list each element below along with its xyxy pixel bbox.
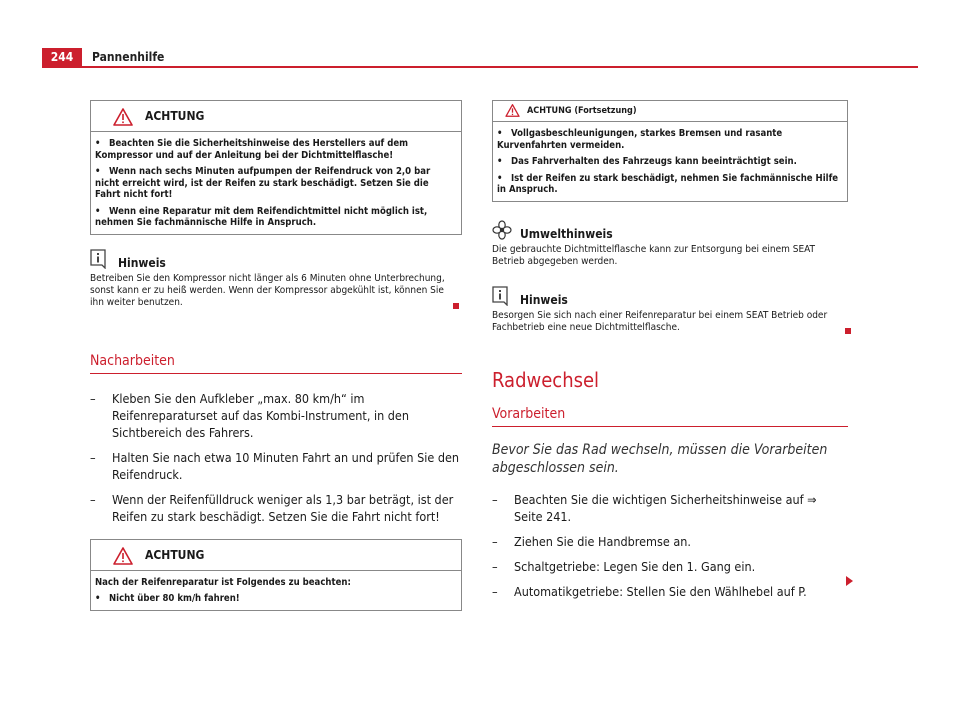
warning-item: • Vollgasbeschleunigungen, starkes Bremsen und rasante Kurvenfahrten vermeiden.	[497, 128, 783, 151]
warning-body	[91, 132, 461, 234]
warning-triangle-icon	[113, 108, 133, 126]
flower-environment-icon	[492, 220, 512, 240]
warning-triangle-icon	[505, 104, 520, 117]
section-title: Nacharbeiten	[90, 353, 462, 374]
env-note-text: Die gebrauchte Dichtmittelflasche kann zur Entsorgung bei einem SEAT Betrieb abgegeben werden.	[492, 243, 816, 267]
left-column	[90, 100, 462, 611]
info-note-icon	[492, 286, 508, 306]
list-item: – Ziehen Sie die Handbremse an.	[492, 533, 848, 550]
info-note-icon	[90, 249, 106, 269]
note-title: Hinweis	[118, 255, 166, 270]
warning-box	[90, 100, 462, 235]
warning-item: • Wenn nach sechs Minuten aufpumpen der Reifendruck von 2,0 bar nicht erreicht wird, ist der Reifen zu stark beschädigt. Setzen Sie die Fahrt nicht fort!	[95, 166, 431, 200]
list-item: – Kleben Sie den Aufkleber „max. 80 km/h“ im Reifenreparaturset auf das Kombi-Instrument, in den Sichtbereich des Fahrers.	[90, 390, 462, 441]
env-note-title: Umwelthinweis	[520, 226, 613, 241]
section-end-marker	[453, 303, 459, 309]
section-intro: Bevor Sie das Rad wechseln, müssen die Vorarbeiten abgeschlossen sein.	[492, 441, 828, 476]
page-number: 244	[42, 48, 82, 66]
warning-item: • Beachten Sie die Sicherheitshinweise des Herstellers auf dem Kompressor und auf der Anleitung bei der Dichtmittelflasche!	[95, 138, 409, 161]
warning-header	[91, 101, 461, 132]
note-title: Hinweis	[520, 292, 568, 307]
page-header	[42, 48, 918, 68]
list-item: – Schaltgetriebe: Legen Sie den 1. Gang ein.	[492, 558, 848, 575]
note-text: Besorgen Sie sich nach einer Reifenreparatur bei einem SEAT Betrieb oder Fachbetrieb eine neue Dichtmittelflasche.	[492, 309, 828, 333]
chapter-title: Pannenhilfe	[92, 50, 165, 64]
step-list	[90, 390, 462, 525]
list-item: – Automatikgetriebe: Stellen Sie den Wählhebel auf P.	[492, 583, 848, 600]
warning-box	[90, 539, 462, 611]
warning-header	[91, 540, 461, 571]
warning-title: ACHTUNG	[145, 109, 205, 123]
warning-header	[493, 101, 847, 122]
env-note-header	[492, 220, 848, 244]
right-column	[492, 100, 848, 608]
section-end-marker	[845, 328, 851, 334]
list-item: – Wenn der Reifenfülldruck weniger als 1,3 bar beträgt, ist der Reifen zu stark beschädigt. Setzen Sie die Fahrt nicht fort!	[90, 491, 462, 525]
note-text: Betreiben Sie den Kompressor nicht länger als 6 Minuten ohne Unterbrechung, sonst kann er zu heiß werden. Wenn der Kompressor abgekühlt ist, können Sie ihn weiter benutzen.	[90, 272, 445, 308]
warning-lead: Nach der Reifenreparatur ist Folgendes zu beachten:	[95, 576, 351, 588]
warning-title: ACHTUNG (Fortsetzung)	[527, 106, 637, 116]
warning-item: • Nicht über 80 km/h fahren!	[95, 593, 240, 604]
note-header	[492, 286, 848, 310]
warning-item: • Das Fahrverhalten des Fahrzeugs kann beeinträchtigt sein.	[497, 156, 797, 167]
note-header	[90, 249, 462, 273]
warning-body	[493, 122, 847, 201]
chapter-heading: Radwechsel	[492, 367, 600, 392]
list-item: – Halten Sie nach etwa 10 Minuten Fahrt an und prüfen Sie den Reifendruck.	[90, 449, 462, 483]
warning-item: • Wenn eine Reparatur mit dem Reifendichtmittel nicht möglich ist, nehmen Sie fachmännische Hilfe in Anspruch.	[95, 205, 428, 228]
step-list	[492, 491, 848, 600]
warning-body	[91, 571, 461, 610]
warning-box	[492, 100, 848, 202]
section-title: Vorarbeiten	[492, 406, 848, 427]
list-item: – Beachten Sie die wichtigen Sicherheitshinweise auf ⇒ Seite 241.	[492, 491, 848, 525]
warning-title: ACHTUNG	[145, 547, 205, 562]
warning-triangle-icon	[113, 547, 133, 565]
continue-arrow-icon	[846, 576, 853, 586]
warning-item: • Ist der Reifen zu stark beschädigt, nehmen Sie fachmännische Hilfe in Anspruch.	[497, 172, 839, 195]
